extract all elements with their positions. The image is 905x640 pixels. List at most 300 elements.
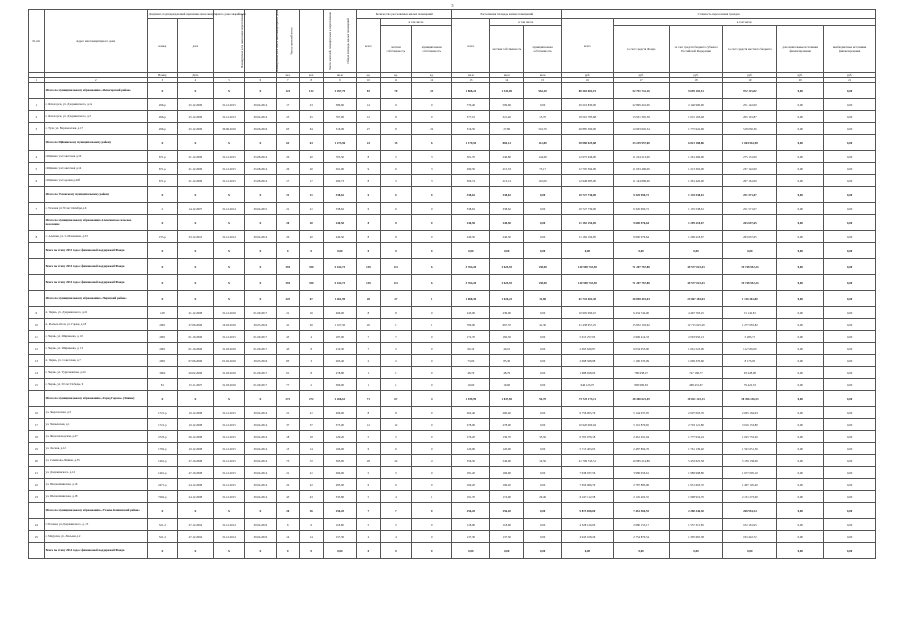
value-cell: 0,00 [524,503,562,519]
header-rooms-municipal: муниципальная собственность [412,26,452,73]
header-cost-extra2: внебюджетные источники финансирования [824,26,876,73]
value-cell: 2 461 291,94 [613,431,669,443]
column-number-cell: 14 [490,78,524,83]
value-cell: 1721-р [147,419,177,431]
value-cell: 703,50 [323,151,357,163]
address-cell: ул. Зверохозная, д.3 [44,407,147,419]
value-cell: 2 007 003,76 [669,407,723,419]
value-cell: 0 [412,307,452,319]
value-cell: 0,00 [777,531,824,543]
value-cell: 27.10.2008 [177,467,213,479]
table-header [29,10,876,83]
column-number-cell: 3 [147,78,177,83]
value-cell: 33 229 957,00 [613,135,669,151]
value-cell: 0 [412,243,452,259]
row-number-cell: 15 [29,379,45,391]
table-row [29,151,876,163]
value-cell: 2 151 273,00 [723,491,777,503]
value-cell: 0,00 [824,99,876,111]
value-cell: 48,70 [452,367,490,379]
value-cell: 240,50 [490,231,524,243]
row-number-cell: 5 [29,163,45,175]
value-cell: X [147,215,177,231]
value-cell: X [147,275,177,291]
value-cell: 129,20 [323,431,357,443]
value-cell: 118,90 [452,519,490,531]
row-number-cell: 3 [29,123,45,135]
address-cell: Итого по муниципальному образованию «Узлово-Кашинский район» [44,503,147,519]
value-cell: 63 [300,135,324,151]
value-cell: 30.05.2016 [245,355,276,367]
value-cell: 01.09.2017 [245,343,276,355]
value-cell: 0 [380,243,411,259]
value-cell: 21 438 957,25 [562,319,614,331]
value-cell: 1 025 753,20 [723,431,777,443]
value-cell: 30.04.2014 [245,467,276,479]
header-residents: Число жителей всего [276,10,300,73]
value-cell: 83 [276,355,300,367]
value-cell: 23 [300,99,324,111]
value-cell: 30.04.2019 [245,531,276,543]
value-cell: 72 [300,455,324,467]
value-cell: 0 [412,187,452,203]
value-cell: 1461-р [147,455,177,467]
column-number-cell: 5 [213,78,244,83]
value-cell: 6 [380,479,411,491]
value-cell: 30.04.2019 [245,519,276,531]
value-cell: 31.12.2015 [213,431,244,443]
row-number-cell: 10 [29,319,45,331]
value-cell: 2471-р [147,479,177,491]
value-cell: 6 [276,519,300,531]
value-cell: 0,00 [524,531,562,543]
value-cell: 191,70 [452,491,490,503]
value-cell: 01.09.2017 [245,379,276,391]
table-row [29,407,876,419]
value-cell: 207 161,00 [723,175,777,187]
value-cell: 48,70 [490,367,524,379]
value-cell: 0 [412,203,452,215]
value-cell: 0 [412,355,452,367]
value-cell: 31.12.2015 [213,331,244,343]
table-row [29,111,876,123]
header-cost-regional: за счет средств бюджета субъекта Российской Федерации [669,26,723,73]
value-cell: 205 101,87 [723,111,777,123]
value-cell: 0 [412,503,452,519]
value-cell: X [213,275,244,291]
value-cell: 496-р [147,99,177,111]
value-cell: 172,70 [452,331,490,343]
value-cell: 25 [276,111,300,123]
value-cell: 1721-р [147,407,177,419]
value-cell: X [147,291,177,307]
value-cell: 350 [300,275,324,291]
value-cell: 10,50 [524,455,562,467]
value-cell: X [245,291,276,307]
value-cell: X [213,391,244,407]
value-cell: 21 [300,407,324,419]
value-cell: 6 [380,187,411,203]
row-number-cell: 16 [29,407,45,419]
value-cell: 140 598 743,58 [562,259,614,275]
value-cell: 5 144 037,05 [613,407,669,419]
value-cell: 0,00 [777,187,824,203]
value-cell: 0,00 [824,407,876,419]
value-cell: X [245,275,276,291]
value-cell: 0,00 [777,291,824,307]
value-cell: 16 [300,307,324,319]
value-cell: 366,00 [323,379,357,391]
value-cell: 9 600 976,64 [613,215,669,231]
value-cell: 1 [380,319,411,331]
value-cell: 251 571,07 [723,203,777,215]
value-cell: X [213,291,244,307]
value-cell: 187,00 [323,331,357,343]
value-cell: 31.12.2015 [213,491,244,503]
value-cell: 176,20 [452,431,490,443]
value-cell: 278,00 [452,419,490,431]
value-cell: 20 [276,151,300,163]
value-cell: X [245,187,276,203]
value-cell: 0 [300,543,324,559]
value-cell: 20 [300,163,324,175]
value-cell: X [245,503,276,519]
value-cell: 10 985 214,89 [613,455,669,467]
value-cell: 0,00 [524,367,562,379]
value-cell: 31.12.2015 [213,479,244,491]
address-cell: Всего по этапу 2013 года с финансовой поддержкой Фонда [44,243,147,259]
value-cell: 23 [412,83,452,99]
value-cell: 0,00 [777,467,824,479]
value-cell: 5 [380,467,411,479]
value-cell: 17 [276,99,300,111]
value-cell: 4 [412,391,452,407]
header-cost-fund: за счет средств Фонда [613,26,669,73]
value-cell: 41,30 [524,319,562,331]
value-cell: 3 764,20 [452,275,490,291]
value-cell: 14.12.2007 [177,203,213,215]
value-cell: 1792-р [147,443,177,455]
row-number-cell: 21 [29,467,45,479]
value-cell: 25.12.2009 [177,111,213,123]
value-cell: 0 [412,419,452,431]
value-cell: 31.12.2015 [213,175,244,187]
table-row [29,343,876,355]
value-cell: X [213,83,244,99]
value-cell: 1 [380,379,411,391]
value-cell: 1 939,99 [452,391,490,407]
subtotal-row [29,543,876,559]
value-cell: 21 [276,187,300,203]
row-number-cell: 17 [29,419,45,431]
value-cell: 01.02.2016 [213,355,244,367]
value-cell: 0 [357,243,381,259]
value-cell: 338,62 [490,187,524,203]
value-cell: 4 [300,331,324,343]
value-cell: 63 [276,123,300,135]
value-cell: 251 142,00 [723,99,777,111]
row-number-cell [29,275,45,291]
value-cell: 21.12.2008 [177,307,213,319]
value-cell: 20 [276,215,300,231]
value-cell: 1 988 928,00 [562,367,614,379]
value-cell: 10 920 900,04 [562,419,614,431]
value-cell: 61 [276,367,300,379]
value-cell: 4 467 763,25 [669,307,723,319]
value-cell: 21.12.2009 [177,163,213,175]
value-cell: 27.12.2004 [177,531,213,543]
value-cell: 1 557 315,85 [669,519,723,531]
value-cell: 1 395 665,38 [669,531,723,543]
value-cell: 14 [300,531,324,543]
value-cell: 0,00 [824,519,876,531]
table-row [29,443,876,455]
value-cell: 0,00 [524,331,562,343]
value-cell: 1 [412,491,452,503]
value-cell: 174,90 [490,491,524,503]
value-cell: 321,40 [490,111,524,123]
value-cell: 0,00 [824,503,876,519]
value-cell: 9 [357,163,381,175]
value-cell: 10.12.2008 [177,407,213,419]
value-cell: 240,80 [490,151,524,163]
header-area-group: Расселяемая площадь жилых помещений [452,10,562,19]
table-row [29,319,876,331]
column-number-cell: 6 [245,78,276,83]
value-cell: 0,00 [824,111,876,123]
value-cell: 120,90 [452,443,490,455]
value-cell: 0,00 [777,83,824,99]
value-cell: 0 [412,479,452,491]
value-cell: 1 107,50 [323,319,357,331]
value-cell: X [213,215,244,231]
value-cell: 2901 [147,343,177,355]
row-number-cell: 1 [29,99,45,111]
value-cell: 138,90 [524,259,562,275]
value-cell: 31.12.2013 [213,111,244,123]
value-cell: 0,00 [777,379,824,391]
value-cell: 563,00 [323,455,357,467]
value-cell: 18 396 136,53 [723,391,777,407]
column-number-cell: 7 [276,78,300,83]
value-cell: 0,00 [824,391,876,407]
value-cell: 0,00 [824,479,876,491]
table-row [29,231,876,243]
value-cell: 43 [276,491,300,503]
subtotal-row [29,275,876,291]
value-cell: 1 026,23 [490,291,524,307]
value-cell: 8 [380,231,411,243]
value-cell: 25.08.2014 [245,175,276,187]
value-cell: 263,40 [323,355,357,367]
value-cell: X [245,243,276,259]
address-cell: г.Щёкино ул.Садовая д.20б [44,175,147,187]
value-cell: 0,00 [524,379,562,391]
value-cell: 37 [276,419,300,431]
value-cell: 10 727 730,00 [562,203,614,215]
value-cell: 13 951 305,58 [613,111,669,123]
value-cell: 263 657,65 [723,231,777,243]
value-cell: 30.04.2014 [245,455,276,467]
value-cell: 2723-р [147,431,177,443]
value-cell: 71 [357,391,381,407]
value-cell: 15.11.2007 [177,379,213,391]
page-number: 5 [451,3,454,8]
value-cell: 18 [300,431,324,443]
row-number-cell [29,291,45,307]
value-cell: 0,00 [824,307,876,319]
value-cell: 111 [380,259,411,275]
value-cell: 85,30 [490,355,524,367]
value-cell: 546,00 [490,455,524,467]
value-cell: 240,50 [452,215,490,231]
value-cell: 8 [357,407,381,419]
value-cell: 0,00 [777,259,824,275]
value-cell: 77 [276,379,300,391]
value-cell: 73 [276,455,300,467]
row-number-cell [29,391,45,407]
table-row [29,355,876,367]
value-cell: 43 [276,343,300,355]
value-cell: 14 [357,99,381,111]
value-cell: X [177,259,213,275]
value-cell: 1 989 998,80 [669,467,723,479]
address-cell: п. Чернь, ул. Советская, д.7 [44,355,147,367]
row-number-cell: 24 [29,519,45,531]
value-cell: 0,00 [824,231,876,243]
value-cell: 256,20 [323,503,357,519]
value-cell: 11 633 496,00 [613,163,669,175]
value-cell: 0,00 [777,175,824,187]
value-cell: 01.09.2017 [245,331,276,343]
value-cell: 1 015 163,48 [669,111,723,123]
value-cell: 21 709 743,51 [562,455,614,467]
value-cell: 0,00 [524,519,562,531]
value-cell: 21 [300,203,324,215]
value-cell: 8 [380,111,411,123]
value-cell: 1 [357,367,381,379]
header-demolish-date: Планируемая дата сноса многоквартирного дома [245,10,276,73]
value-cell: 21 [276,467,300,479]
value-cell: 0,00 [777,215,824,231]
value-cell: 20 [300,231,324,243]
address-cell: ул. Чапаевская, д.1 [44,419,147,431]
value-cell: 6 [357,479,381,491]
value-cell: 240,50 [323,231,357,243]
value-cell: 15 852 103,62 [613,319,669,331]
value-cell: 27,80 [490,123,524,135]
value-cell: 1 273,96 [323,135,357,151]
value-cell: 338,62 [452,203,490,215]
value-cell: 1 179,94 [452,135,490,151]
address-cell: Итого по муниципальному образованию «Чернский район» [44,291,147,307]
value-cell: 4 945 918,26 [562,531,614,543]
value-cell: 7 [357,503,381,519]
value-cell: 671-р [147,163,177,175]
value-cell: 31.12.2014 [213,531,244,543]
value-cell: 110,00 [524,175,562,187]
header-rooms-sub: в том числе [380,19,452,26]
value-cell: 29 219 830,00 [562,99,614,111]
value-cell: 0,00 [777,163,824,175]
value-cell: 155-р [147,231,177,243]
column-number-cell: 11 [380,78,411,83]
unit-cell: кв.м [490,73,524,78]
value-cell: 0,00 [824,215,876,231]
value-cell: 01.09.2017 [245,307,276,319]
value-cell: 240,50 [452,231,490,243]
value-cell: 0 [276,243,300,259]
value-cell: 27.10.2008 [177,455,213,467]
value-cell: X [213,187,244,203]
value-cell: 67 [300,291,324,307]
column-number-cell: 13 [452,78,490,83]
value-cell: 9 [380,99,411,111]
value-cell: X [213,503,244,519]
value-cell: 0,00 [777,331,824,343]
value-cell: 0,00 [824,203,876,215]
value-cell: 556,50 [452,455,490,467]
value-cell: 8 [380,123,411,135]
value-cell: 9 873 658,00 [562,503,614,519]
value-cell: 21.12.2009 [177,175,213,187]
header-area-total: всего [452,19,490,73]
subtotal-row [29,291,876,307]
value-cell: 6 [412,275,452,291]
value-cell: 0,00 [777,319,824,331]
value-cell: 132 [300,83,324,99]
unit-cell: чел. [300,73,324,78]
unit-cell: руб. [562,73,614,78]
value-cell: 138 [357,275,381,291]
value-cell: 375,00 [323,419,357,431]
value-cell: X [177,391,213,407]
value-cell: 6 [300,519,324,531]
value-cell: 75,17 [524,163,562,175]
unit-cell: кв.м [452,73,490,78]
value-cell: 2 003 950,13 [669,331,723,343]
address-cell: г. Марусин, ул. Лисьева д.2 [44,531,147,543]
value-cell: 256,20 [452,503,490,519]
row-number-cell: 9 [29,307,45,319]
value-cell: 0,00 [777,491,824,503]
value-cell: 20 [300,215,324,231]
header-area: Общая площадь жилых помещений [323,10,357,73]
table-row [29,367,876,379]
subtotal-row [29,187,876,203]
value-cell: 80 265 002,19 [562,83,614,99]
value-cell: 6 [357,443,381,455]
value-cell: 71 207 767,88 [613,259,669,275]
value-cell: 0,00 [824,175,876,187]
value-cell: 266,00 [323,407,357,419]
resettlement-table-sheet [28,9,876,559]
column-number-cell: 1 [29,78,45,83]
value-cell: 278,00 [490,419,524,431]
value-cell: 0,00 [323,243,357,259]
value-cell: 7 [380,503,411,519]
value-cell: 30.04.2014 [245,491,276,503]
value-cell: 8 [357,151,381,163]
value-cell: 20 [300,151,324,163]
value-cell: 5 432,73 [323,275,357,291]
table-row [29,99,876,111]
value-cell: 31.12.2016 [213,307,244,319]
value-cell: 213,14 [490,175,524,187]
value-cell: 394 [276,275,300,291]
table-row [29,531,876,543]
value-cell: 2 703 121,80 [669,419,723,431]
